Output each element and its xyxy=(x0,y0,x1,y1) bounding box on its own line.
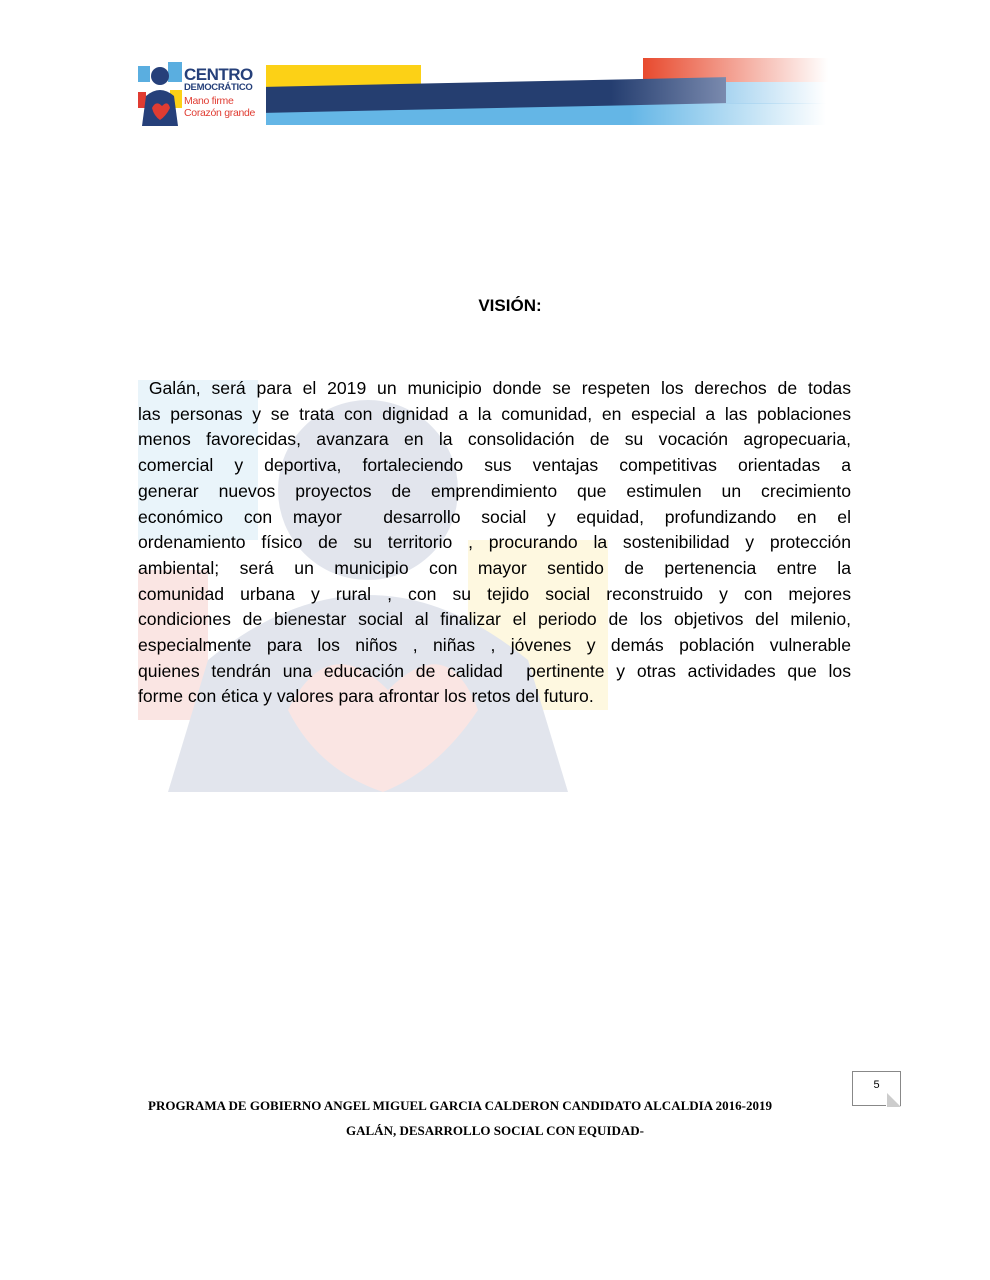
paragraph-line: menos favorecidas, avanzara en la consolidación de su vocación agropecuaria, xyxy=(138,429,851,450)
paragraph-line: ordenamiento físico de su territorio , procurando la sostenibilidad y protección xyxy=(138,532,851,553)
paragraph-line: especialmente para los niños , niñas , jóvenes y demás población vulnerable xyxy=(138,635,851,656)
logo-slogan xyxy=(184,95,255,119)
paragraph-line: quienes tendrán una educación de calidad pertinente y otras actividades que los xyxy=(138,660,851,681)
paragraph-line: condiciones de bienestar social al finalizar el periodo de los objetivos del milenio, xyxy=(138,609,851,630)
header-banner xyxy=(138,58,828,126)
logo-figure-icon xyxy=(138,62,182,126)
logo-slogan-line2: Corazón grande xyxy=(184,107,256,119)
page-number: 5 xyxy=(873,1079,880,1091)
paragraph-line: generar nuevos proyectos de emprendimiento que estimulen un crecimiento xyxy=(138,480,851,501)
banner-stripe-lightblue xyxy=(726,82,826,104)
paragraph-line: forme con ética y valores para afrontar los retos del futuro. xyxy=(138,686,594,707)
paragraph-line: comercial y deportiva, fortaleciendo sus ventajas competitivas orientadas a xyxy=(138,455,851,476)
logo-slogan-line1: Mano firme xyxy=(184,95,234,107)
footer-slogan: GALÁN, DESARROLLO SOCIAL CON EQUIDAD- xyxy=(346,1123,644,1138)
footer-program-title: PROGRAMA DE GOBIERNO ANGEL MIGUEL GARCIA CALDERON CANDIDATO ALCALDIA 2016-2019 xyxy=(148,1098,772,1113)
vision-paragraph xyxy=(138,376,851,710)
paragraph-line: las personas y se trata con dignidad a la comunidad, en especial a las poblaciones xyxy=(138,403,851,424)
page-number-box xyxy=(852,1071,901,1106)
paragraph-line: Galán, será para el 2019 un municipio donde se respeten los derechos de todas xyxy=(138,378,851,398)
page-curl-icon xyxy=(887,1093,901,1107)
section-title: VISIÓN: xyxy=(478,296,542,315)
page-number-box-edge xyxy=(852,1105,886,1106)
paragraph-line: económico con mayor desarrollo social y equidad, profundizando en el xyxy=(138,506,851,527)
centro-democratico-logo xyxy=(138,62,263,126)
logo-text-centro: CENTRO xyxy=(184,65,253,84)
paragraph-line: comunidad urbana y rural , con su tejido social reconstruido y con mejores xyxy=(138,583,851,604)
paragraph-line: ambiental; será un municipio con mayor sentido de pertenencia entre la xyxy=(138,557,851,578)
logo-text-democratico: DEMOCRÁTICO xyxy=(184,82,253,93)
